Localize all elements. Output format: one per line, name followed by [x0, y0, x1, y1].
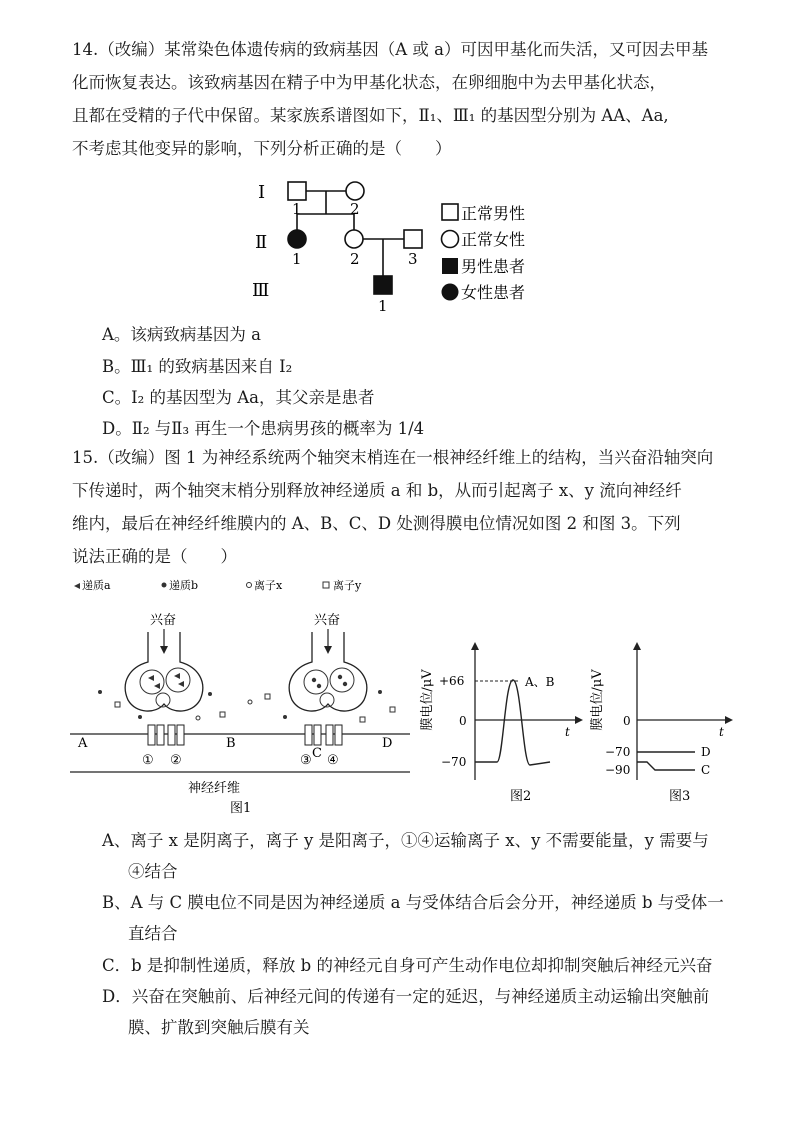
- i1-num: 1: [292, 200, 302, 218]
- q14-line1: 14.（改编）某常染色体遗传病的致病基因（A 或 a）可因甲基化而失活，又可因去甲基: [72, 40, 708, 59]
- channel-3: [305, 725, 312, 745]
- channel-label-1: ①: [142, 753, 154, 768]
- ii2-normal-female: [345, 230, 363, 248]
- fig2-tick-zero: 0: [459, 714, 467, 728]
- fig2-curve-label: A、B: [525, 675, 555, 689]
- point-b: B: [226, 736, 236, 751]
- channel-label-3: ③: [300, 753, 312, 768]
- legend-ion-x: 离子x: [254, 579, 283, 592]
- legend-ion-y: 离子y: [333, 579, 362, 592]
- q15-option-b-line2: 直结合: [128, 924, 178, 943]
- legend-transmitter-b: 递质b: [169, 579, 199, 592]
- q15-line3: 维内，最后在神经纤维膜内的 A、B、C、D 处测得膜电位情况如图 2 和图 3。下列: [72, 514, 681, 533]
- legend-ion-y-symbol: [323, 582, 329, 588]
- fig2-tick-bottom: −70: [441, 755, 467, 769]
- legend-affected-male-symbol: [442, 258, 458, 274]
- legend-normal-male: 正常男性: [461, 204, 526, 223]
- question-14-stem: [72, 33, 740, 165]
- excite-label-left: 兴奋: [150, 613, 177, 628]
- vesicle: [330, 668, 354, 692]
- fig2-curve: [475, 680, 550, 765]
- fig3-label-c: C: [701, 763, 711, 777]
- channel-label-2: ②: [170, 753, 182, 768]
- legend-transmitter-b-symbol: [162, 583, 167, 588]
- channel-2: [168, 725, 175, 745]
- i2-normal-female: [346, 182, 364, 200]
- channel-1: [148, 725, 155, 745]
- vesicle: [166, 668, 190, 692]
- q14-option-b: B。Ⅲ₁ 的致病基因来自 I₂: [102, 357, 293, 376]
- channel-4: [326, 725, 333, 745]
- legend-transmitter-a: 递质a: [82, 579, 111, 592]
- fig3-tick-zero: 0: [623, 714, 631, 728]
- legend-ion-x-symbol: [247, 583, 252, 588]
- iii1-num: 1: [378, 297, 388, 315]
- iii1-affected-male: [374, 276, 392, 294]
- q14-option-c: C。I₂ 的基因型为 Aa，其父亲是患者: [102, 388, 375, 407]
- q15-option-d-line1: D．兴奋在突触前、后神经元间的传递有一定的延迟，与神经递质主动运输出突触前: [102, 987, 710, 1006]
- fig3-line-c: [637, 762, 695, 770]
- vesicle: [140, 670, 164, 694]
- gen-label-3: Ⅲ: [252, 280, 270, 301]
- i2-num: 2: [350, 200, 360, 218]
- ii1-affected-female: [288, 230, 306, 248]
- vesicle: [304, 670, 328, 694]
- pedigree-chart: [240, 168, 570, 318]
- fig3-tick-70: −70: [605, 745, 631, 759]
- q15-line2: 下传递时，两个轴突末梢分别释放神经递质 a 和 b，从而引起离子 x、y 流向神经纤: [72, 481, 682, 500]
- q14-line2: 化而恢复表达。该致病基因在精子中为甲基化状态，在卵细胞中为去甲基化状态，: [72, 73, 666, 92]
- fig3-xlabel: t: [719, 725, 724, 739]
- nerve-fiber-label: 神经纤维: [188, 781, 241, 796]
- fig2-ylabel: 膜电位/μV: [420, 669, 435, 731]
- gen-label-1: Ⅰ: [258, 182, 266, 203]
- figure-1-synapse: [60, 572, 420, 817]
- q15-option-c: C．b 是抑制性递质，释放 b 的神经元自身可产生动作电位却抑制突触后神经元兴奋: [102, 956, 713, 975]
- legend-normal-female-symbol: [442, 231, 459, 248]
- point-a: A: [78, 736, 88, 751]
- q14-option-d: D。Ⅱ₂ 与Ⅱ₃ 再生一个患病男孩的概率为 1/4: [102, 419, 425, 438]
- q15-line1: 15.（改编）图 1 为神经系统两个轴突末梢连在一根神经纤维上的结构，当兴奋沿轴突向: [72, 448, 714, 467]
- q15-option-b-line1: B、A 与 C 膜电位不同是因为神经递质 a 与受体结合后会分开，神经递质 b 与受体一: [102, 893, 724, 912]
- q15-option-a-line1: A、离子 x 是阴离子，离子 y 是阳离子，①④运输离子 x、y 不需要能量，y 需要与: [102, 831, 709, 850]
- q14-line4: 不考虑其他变异的影响，下列分析正确的是（ ）: [72, 139, 452, 158]
- gen-label-2: Ⅱ: [255, 232, 268, 253]
- point-d: D: [382, 736, 393, 751]
- figure-2-graph: [415, 640, 590, 825]
- q15-line4: 说法正确的是（ ）: [72, 547, 237, 566]
- q15-option-a-line2: ④结合: [128, 862, 178, 881]
- figure-1-caption: 图1: [230, 801, 252, 816]
- figure-2-caption: 图2: [510, 789, 532, 804]
- ii2-num: 2: [350, 250, 360, 268]
- legend-affected-male: 男性患者: [461, 257, 526, 276]
- figure-3-caption: 图3: [669, 789, 691, 804]
- fig3-tick-90: −90: [605, 763, 631, 777]
- fig2-tick-top: +66: [439, 674, 465, 688]
- legend-transmitter-a-symbol: [74, 583, 80, 589]
- q14-option-a: A。该病致病基因为 a: [102, 325, 261, 344]
- ii3-num: 3: [408, 250, 418, 268]
- question-15-stem: [72, 441, 740, 573]
- q14-line3: 且都在受精的子代中保留。某家族系谱图如下，Ⅱ₁、Ⅲ₁ 的基因型分别为 AA、Aa,: [72, 106, 669, 125]
- legend-affected-female: 女性患者: [461, 283, 526, 302]
- point-c: C: [312, 746, 322, 761]
- figure-3-graph: [585, 640, 745, 825]
- legend-normal-female: 正常女性: [461, 230, 526, 249]
- fig2-xlabel: t: [565, 725, 570, 739]
- ii1-num: 1: [292, 250, 302, 268]
- fig3-ylabel: 膜电位/μV: [590, 669, 605, 731]
- legend-affected-female-symbol: [442, 284, 459, 301]
- i1-normal-male: [288, 182, 306, 200]
- excite-label-right: 兴奋: [314, 613, 341, 628]
- legend-normal-male-symbol: [442, 204, 458, 220]
- channel-label-4: ④: [327, 753, 339, 768]
- ii3-normal-male: [404, 230, 422, 248]
- fig3-label-d: D: [701, 745, 711, 759]
- q15-option-d-line2: 膜、扩散到突触后膜有关: [128, 1018, 310, 1037]
